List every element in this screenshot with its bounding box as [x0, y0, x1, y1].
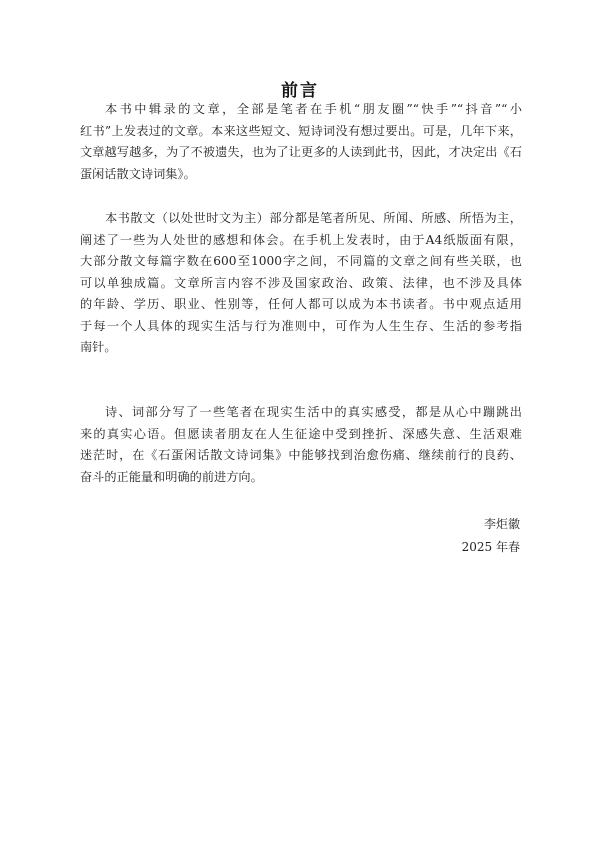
- paragraph-1: [80, 99, 522, 185]
- paragraph-line: 南针。: [80, 340, 117, 354]
- paragraph-line: 诗、词部分写了一些笔者在现实生活中的真实感受，都是从心中蹦跳出: [105, 405, 522, 419]
- paragraph-line: 本书散文（以处世时文为主）部分都是笔者所见、所闻、所感、所悟为主，: [105, 211, 522, 225]
- page-title: 前言: [281, 81, 319, 101]
- paragraph-line: 红书”上发表过的文章。本来这些短文、短诗词没有想过要出。可是，几年下来，: [80, 123, 522, 138]
- signature-date: 2025 年春: [461, 540, 520, 554]
- paragraph-line: 大部分散文每篇字数在600至1000字之间，不同篇的文章之间有些关联，也: [80, 254, 522, 268]
- paragraph-line: 阐述了一些为人处世的感想和体会。在手机上发表时，由于A4纸版面有限，: [80, 232, 522, 247]
- paragraph-line: 的年龄、学历、职业、性别等，任何人都可以成为本书读者。书中观点适用: [80, 297, 522, 311]
- paragraph-line: 奋斗的正能量和明确的前进方向。: [80, 469, 263, 484]
- paragraph-2: [80, 208, 522, 359]
- paragraph-line: 来的真实心语。但愿读者朋友在人生征途中受到挫折、深感失意、生活艰难: [80, 426, 522, 441]
- paragraph-line: 于每一个人具体的现实生活与行为准则中，可作为人生生存、生活的参考指: [80, 318, 522, 333]
- signature-author: 李炬徽: [483, 517, 520, 531]
- paragraph-line: 可以单独成篇。文章所言内容不涉及国家政治、政策、法律，也不涉及具体: [80, 275, 522, 290]
- paragraph-line: 蛋闲话散文诗词集》。: [80, 166, 196, 181]
- paragraph-3: [80, 402, 522, 488]
- paragraph-line: 文章越写越多，为了不被遗失，也为了让更多的人读到此书，因此，才决定出《石: [80, 145, 522, 159]
- paragraph-line: 本书中辑录的文章，全部是笔者在手机“朋友圈”“快手”“抖音”“小: [105, 102, 522, 116]
- paragraph-line: 迷茫时，在《石蛋闲话散文诗词集》中能够找到治愈伤痛、继续前行的良药、: [80, 448, 522, 462]
